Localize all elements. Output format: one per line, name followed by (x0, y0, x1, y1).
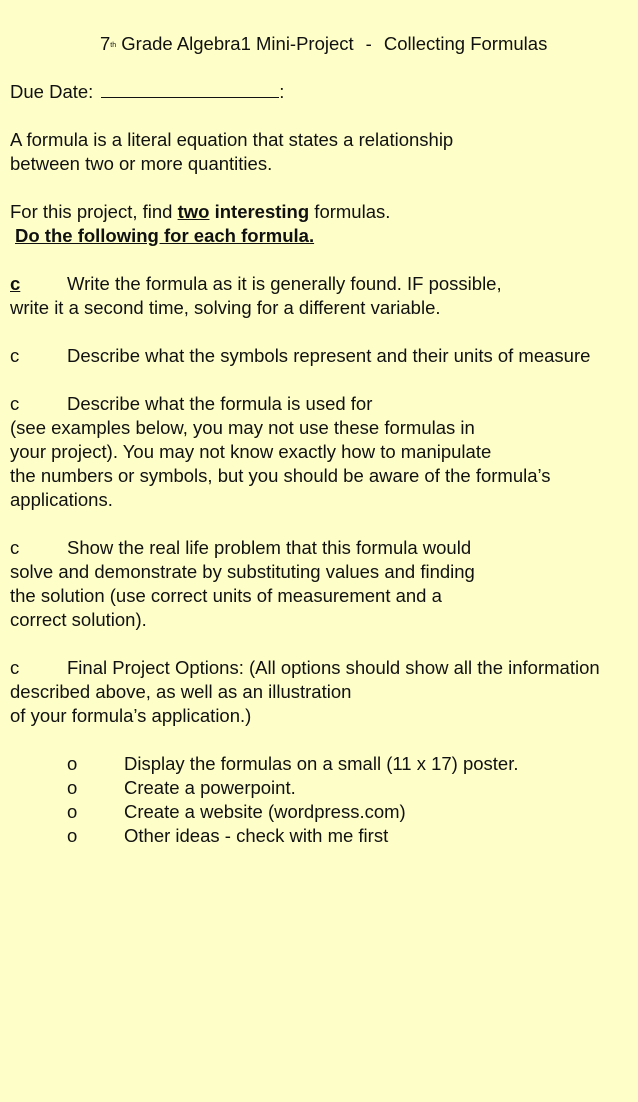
list-item-3-line-5: applications. (10, 489, 113, 510)
list-item-2 (10, 344, 590, 368)
option-text: Other ideas - check with me first (124, 825, 389, 846)
option-bullet: o (67, 825, 78, 846)
bullet: c (10, 537, 20, 558)
project-instruction: Do the following for each formula. (15, 225, 315, 246)
item-text: Show the real life problem that this formula would (67, 537, 472, 558)
option-bullet: o (67, 753, 78, 774)
title-grade-number: 7 (100, 33, 111, 54)
bullet: c (10, 657, 20, 678)
due-date-suffix: : (279, 81, 285, 102)
option-item (67, 824, 388, 848)
list-item-4-line-3: the solution (use correct units of measurement and a (10, 585, 442, 606)
list-item-3-line-3: your project). You may not know exactly how to manipulate (10, 441, 492, 462)
due-date-label: Due Date: (10, 81, 94, 102)
option-text: Create a powerpoint. (124, 777, 296, 798)
list-item-1-line-2: write it a second time, solving for a different variable. (10, 297, 441, 318)
item-text: Describe what the formula is used for (67, 393, 373, 414)
list-item-5 (10, 656, 638, 680)
due-date-line (10, 80, 284, 104)
bullet: c (10, 345, 20, 366)
list-item-5-line-3: of your formula’s application.) (10, 705, 252, 726)
item-text: Final Project Options: (All options should show all the information (67, 657, 600, 678)
title-separator: - (365, 33, 372, 54)
bullet: c (10, 393, 20, 414)
project-interesting: interesting (209, 201, 310, 222)
list-item-3-line-2: (see examples below, you may not use these formulas in (10, 417, 475, 438)
option-text: Display the formulas on a small (11 x 17) poster. (124, 753, 519, 774)
project-statement (10, 200, 390, 224)
list-item-4-line-2: solve and demonstrate by substituting values and finding (10, 561, 475, 582)
title-main: Grade Algebra1 Mini-Project (121, 33, 354, 54)
page-title (100, 32, 547, 56)
list-item-1 (10, 272, 502, 296)
option-bullet: o (67, 777, 78, 798)
title-right: Collecting Formulas (383, 33, 548, 54)
option-bullet: o (67, 801, 78, 822)
list-item-5-line-2: described above, as well as an illustration (10, 681, 352, 702)
option-item (67, 800, 406, 824)
list-item-4 (10, 536, 471, 560)
bullet: c (10, 273, 21, 294)
intro-line-2: between two or more quantities. (10, 153, 273, 174)
list-item-3-line-4: the numbers or symbols, but you should be aware of the formula’s (10, 465, 551, 486)
list-item-4-line-4: correct solution). (10, 609, 147, 630)
project-post: formulas. (309, 201, 391, 222)
project-two: two (177, 201, 210, 222)
list-item-3 (10, 392, 372, 416)
option-text: Create a website (wordpress.com) (124, 801, 406, 822)
intro-line-1: A formula is a literal equation that states a relationship (10, 129, 454, 150)
item-text: Describe what the symbols represent and their units of measure (67, 345, 591, 366)
due-date-blank (101, 80, 279, 98)
option-item (67, 752, 519, 776)
title-grade-suffix: th (110, 42, 117, 49)
item-text: Write the formula as it is generally found. IF possible, (67, 273, 502, 294)
project-pre: For this project, find (10, 201, 178, 222)
option-item (67, 776, 296, 800)
